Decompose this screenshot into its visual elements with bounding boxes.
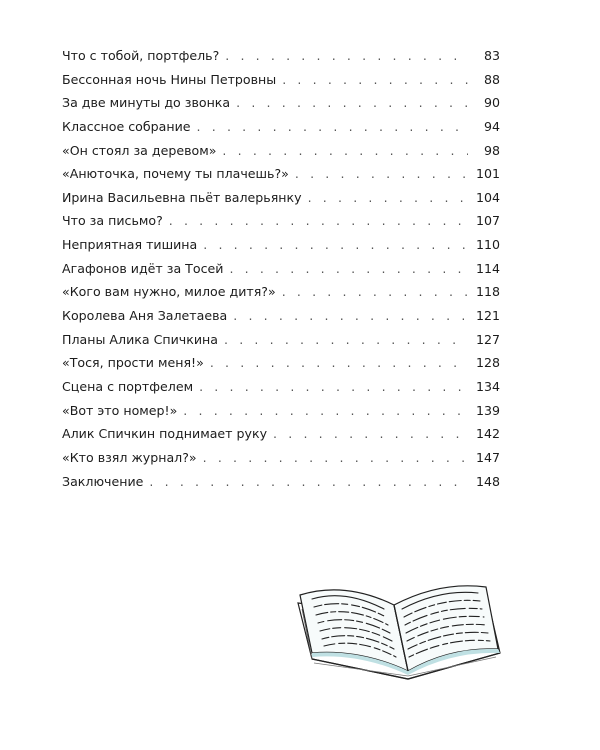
table-of-contents <box>62 44 500 493</box>
toc-title: Что за письмо? <box>62 213 163 229</box>
dot-leader <box>236 91 468 115</box>
toc-page-number: 121 <box>475 308 500 324</box>
toc-title: Неприятная тишина <box>62 237 198 253</box>
toc-entry[interactable] <box>62 115 500 139</box>
toc-page-number: 134 <box>475 378 500 394</box>
toc-entry[interactable] <box>62 257 500 281</box>
toc-title: Что с тобой, портфель? <box>62 48 220 63</box>
dot-leader <box>169 209 468 233</box>
dot-leader <box>295 162 468 186</box>
dot-leader <box>203 233 468 257</box>
dot-leader <box>197 115 468 139</box>
toc-entry[interactable] <box>62 304 500 328</box>
dot-leader <box>224 328 468 352</box>
dot-leader <box>183 399 468 423</box>
toc-page-number: 107 <box>475 213 500 229</box>
dot-leader <box>282 280 468 304</box>
toc-entry[interactable] <box>62 91 500 115</box>
dot-leader <box>282 68 468 92</box>
toc-page-number: 118 <box>475 284 500 300</box>
toc-page-number: 114 <box>475 260 500 276</box>
toc-title: Классное собрание <box>62 118 191 134</box>
toc-title: Алик Спичкин поднимает руку <box>62 426 268 442</box>
toc-entry[interactable] <box>62 44 500 68</box>
toc-page-number: 147 <box>475 449 500 465</box>
dot-leader <box>225 44 468 68</box>
toc-entry[interactable] <box>62 162 500 186</box>
toc-entry[interactable] <box>62 186 500 210</box>
toc-page-number: 90 <box>483 95 500 111</box>
open-book-icon <box>290 575 510 680</box>
toc-entry[interactable] <box>62 280 500 304</box>
dot-leader <box>222 139 468 163</box>
toc-title: Планы Алика Спичкина <box>62 331 218 347</box>
toc-title: «Кто взял журнал?» <box>62 449 197 465</box>
toc-page-number: 148 <box>475 473 500 489</box>
toc-title: За две минуты до звонка <box>62 95 231 111</box>
toc-page-number: 139 <box>475 402 500 418</box>
toc-page-number: 142 <box>475 426 500 442</box>
toc-page-number: 98 <box>483 142 500 158</box>
toc-title: Сцена с портфелем <box>62 378 194 394</box>
toc-title: «Анюточка, почему ты плачешь?» <box>62 166 289 182</box>
toc-entry[interactable] <box>62 422 500 446</box>
toc-page-number: 104 <box>475 189 500 205</box>
toc-title: Ирина Васильевна пьёт валерьянку <box>62 189 302 205</box>
toc-page-number: 94 <box>483 118 500 134</box>
dot-leader <box>149 470 468 494</box>
toc-title: Королева Аня Залетаева <box>62 308 228 324</box>
toc-title: Заключение <box>62 473 144 489</box>
toc-title: Агафонов идёт за Тосей <box>62 260 224 276</box>
dot-leader <box>233 304 468 328</box>
toc-page-number: 128 <box>475 355 500 371</box>
toc-page-number: 110 <box>475 237 500 253</box>
toc-page-number: 127 <box>475 331 500 347</box>
toc-title: «Он стоял за деревом» <box>62 142 217 158</box>
toc-page-number: 88 <box>483 71 500 87</box>
toc-title: Бессонная ночь Нины Петровны <box>62 71 277 87</box>
dot-leader <box>273 422 468 446</box>
toc-page-number: 83 <box>483 48 500 63</box>
toc-title: «Кого вам нужно, милое дитя?» <box>62 284 276 300</box>
dot-leader <box>203 446 468 470</box>
toc-entry[interactable] <box>62 351 500 375</box>
toc-page-number: 101 <box>475 166 500 182</box>
toc-entry[interactable] <box>62 209 500 233</box>
toc-entry[interactable] <box>62 375 500 399</box>
toc-entry[interactable] <box>62 139 500 163</box>
dot-leader <box>210 351 468 375</box>
dot-leader <box>199 375 468 399</box>
toc-title: «Вот это номер!» <box>62 402 178 418</box>
toc-entry[interactable] <box>62 470 500 494</box>
dot-leader <box>308 186 468 210</box>
toc-entry[interactable] <box>62 446 500 470</box>
toc-entry[interactable] <box>62 328 500 352</box>
toc-entry[interactable] <box>62 233 500 257</box>
toc-entry[interactable] <box>62 399 500 423</box>
dot-leader <box>229 257 468 281</box>
toc-entry[interactable] <box>62 68 500 92</box>
toc-title: «Тося, прости меня!» <box>62 355 204 371</box>
